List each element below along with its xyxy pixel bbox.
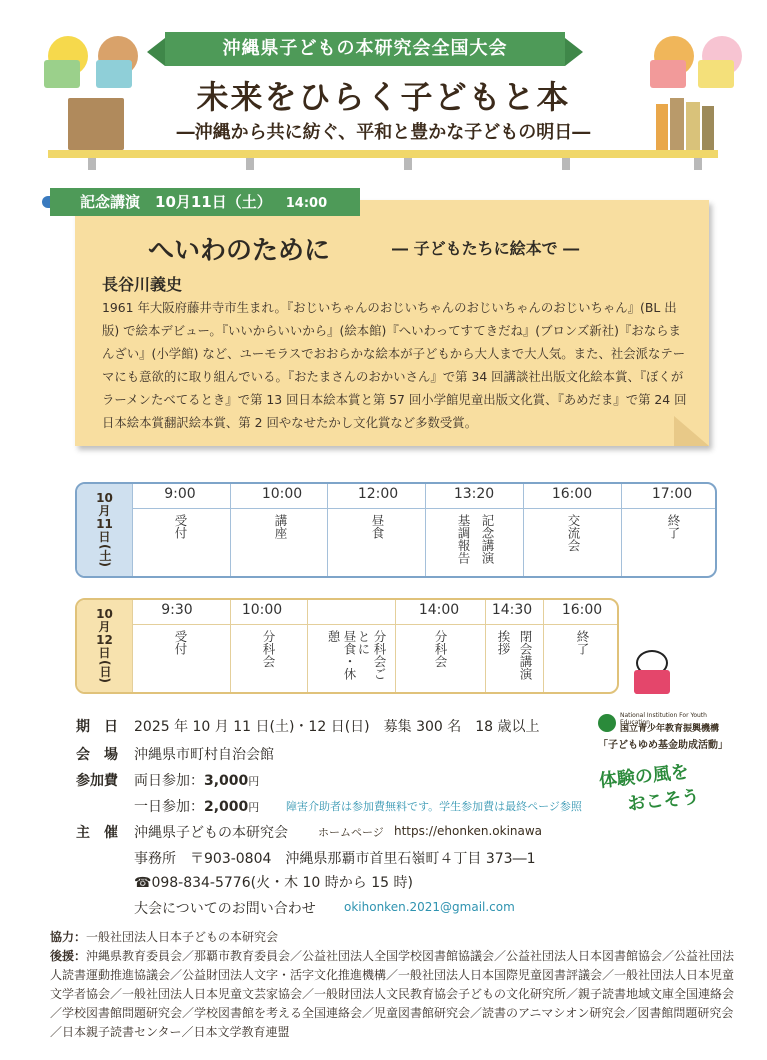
date-day-char: 日 [98, 646, 111, 660]
schedule-cell: 終了 [666, 514, 681, 539]
period-label: 期 日 [76, 719, 118, 735]
lecture-subtitle: ― 子どもたちに絵本で ― [392, 239, 580, 258]
shelf-peg [404, 158, 412, 170]
page-subtitle: ―沖縄から共に紡ぐ、平和と豊かな子どもの明日― [176, 122, 591, 143]
time-label: 16:00 [551, 486, 593, 502]
slogan-line2: おこそう [626, 786, 701, 815]
speaker-name: 長谷川義史 [102, 275, 183, 294]
fee-one-prefix: 一日参加： [134, 799, 204, 815]
date-month-num: 10 [96, 607, 113, 621]
fee-both [134, 770, 259, 790]
schedule-cell: 分科会 [261, 630, 276, 668]
time-label: 10:00 [241, 602, 283, 618]
office-tel: ☎098-834-5776(火・木 10 時から 15 時) [134, 875, 413, 891]
time-label: 14:30 [491, 602, 533, 618]
sponsor-fund: 「子どもゆめ基金助成活動」 [598, 740, 728, 751]
office-address: 事務所 〒903-0804 沖縄県那覇市首里石嶺町４丁目 373―1 [134, 851, 536, 867]
date-month-num: 10 [96, 491, 113, 505]
schedule-cell: 終了 [575, 630, 590, 655]
date-month-char: 月 [98, 504, 111, 518]
schedule-date [77, 484, 132, 576]
schedule-divider [621, 484, 622, 576]
schedule-cell: 閉会講演 [518, 630, 533, 680]
time-label: 16:00 [561, 602, 603, 618]
schedule-day1 [75, 482, 717, 578]
schedule-cell: 昼食・休憩 [326, 630, 357, 680]
schedule-divider [307, 600, 308, 692]
schedule-cell: 昼食 [370, 514, 385, 539]
homepage-link[interactable]: https://ehonken.okinawa [394, 824, 543, 838]
schedule-divider [543, 600, 544, 692]
schedule-cell: 挨拶 [496, 630, 511, 655]
schedule-cell: 分科会ごとに [356, 630, 387, 680]
lecture-date: 記念講演 10月11日（土） [80, 193, 272, 211]
schedule-divider [327, 484, 328, 576]
schedule-divider [132, 600, 133, 692]
slogan-line1: 体験の風を [598, 761, 690, 792]
period-value: 2025 年 10 月 11 日(土)・12 日(日) 募集 300 名 18 歳以上 [134, 719, 540, 735]
fee-both-amount: 3,000 [204, 773, 249, 789]
fee-unit: 円 [248, 801, 260, 814]
lecture-tag [50, 188, 360, 216]
support-value: 沖縄県教育委員会／那覇市教育委員会／公益社団法人全国学校図書館協議会／公益社団法人日本図書館協会／公益社団法人読書運動推進協議会／公益財団法人文字・活字文化推進機構／一般社団法人日本国際児童図書評議会／一般社団法人日本児童文学者協会／一般社団法人日本児童文芸家協会／一般財団法人文民教育協会子どもの文化研究所／親子読書地域文庫全国連絡会／学校図書館問題研究会／学校図書館を考える全国連絡会／児童図書館研究会／読書のアニマシオン研究会／図書館問題研究会／日本親子読書センター／日本文学教育連盟 [50, 949, 735, 1039]
schedule-divider [425, 484, 426, 576]
schedule-cell: 記念講演 [480, 514, 495, 564]
page-title: 未来をひらく子どもと本 [196, 78, 571, 116]
fee-one [134, 796, 259, 816]
schedule-cell: 講座 [273, 514, 288, 539]
date-day-num: 12 [96, 633, 113, 647]
schedule-cell: 交流会 [566, 514, 581, 552]
homepage-label: ホームページ [318, 826, 384, 839]
event-banner: 沖縄県子どもの本研究会全国大会 [165, 32, 565, 66]
venue-label: 会 場 [76, 747, 118, 763]
date-day-char: 日 [98, 530, 111, 544]
time-label: 9:30 [161, 602, 193, 618]
contact-email[interactable]: okihonken.2021@gmail.com [344, 900, 515, 914]
schedule-divider [523, 484, 524, 576]
schedule-divider [485, 600, 486, 692]
footer-credits [50, 928, 740, 1042]
venue-value: 沖縄県市町村自治会館 [134, 747, 274, 763]
date-weekday: (土) [98, 544, 112, 567]
fee-label: 参加費 [76, 773, 118, 789]
support-label: 後援： [50, 949, 87, 963]
time-label: 14:00 [418, 602, 460, 618]
host-value: 沖縄県子どもの本研究会 [134, 825, 288, 841]
schedule-divider [230, 484, 231, 576]
schedule-date [77, 600, 132, 692]
time-label: 17:00 [651, 486, 693, 502]
date-day-num: 11 [96, 517, 113, 531]
time-label: 12:00 [357, 486, 399, 502]
schedule-day2 [75, 598, 619, 694]
sponsor-logo-icon [598, 714, 616, 732]
contact-label: 大会についてのお問い合わせ [134, 901, 316, 917]
slogan [598, 753, 733, 818]
fee-both-prefix: 両日参加： [134, 773, 204, 789]
fee-unit: 円 [248, 775, 260, 788]
schedule-cell: 受付 [173, 514, 188, 539]
fee-note: 障害介助者は参加費無料です。学生参加費は最終ページ参照 [286, 800, 582, 813]
host-label: 主 催 [76, 825, 118, 841]
sponsor-org-jp: 国立青少年教育振興機構 [620, 724, 720, 734]
schedule-divider [132, 484, 133, 576]
schedule-cell: 分科会 [433, 630, 448, 668]
speaker-bio: 1961 年大阪府藤井寺市生まれ。『おじいちゃんのおじいちゃんのおじいちゃんのおじいちゃん』(BL 出版) で絵本デビュー。『いいからいいから』(絵本館)『へいわってすてきだね』(ブロンズ新社)『おならまんざい』(小学館) など、ユーモラスでおおらかな絵本が子どもから大人まで大人気。また、社会派なテーマにも意欲的に取り組んでいる。『おたまさんのおかいさん』で第 34 回講談社出版文化絵本賞、『ぼくがラーメンたべてるとき』で第 13 回日本絵本賞と第 57 回小学館児童出版文化賞、『あめだま』で第 24 回日本絵本賞翻訳絵本賞、第 2 回やなせたかし文化賞など多数受賞。 [102, 300, 687, 430]
lecture-time: 14:00 [285, 196, 328, 211]
cooperation-line [50, 928, 740, 947]
time-label: 13:20 [453, 486, 495, 502]
panda-mascot-icon [630, 650, 674, 694]
fee-one-amount: 2,000 [204, 799, 249, 815]
shelf-peg [562, 158, 570, 170]
schedule-hrule [132, 624, 619, 625]
shelf-peg [246, 158, 254, 170]
schedule-cell: 受付 [173, 630, 188, 655]
date-weekday: (日) [98, 660, 112, 683]
lecture-title: へいわのために [148, 236, 331, 266]
shelf-divider [48, 150, 718, 158]
date-month-char: 月 [98, 620, 111, 634]
coop-value: 一般社団法人日本子どもの本研究会 [86, 930, 279, 944]
schedule-divider [395, 600, 396, 692]
time-label: 10:00 [261, 486, 303, 502]
schedule-cell: 基調報告 [456, 514, 471, 564]
sponsor-org-en: National Institution For Youth Education [620, 712, 707, 726]
time-label: 9:00 [164, 486, 196, 502]
schedule-divider [230, 600, 231, 692]
sponsor-logo [598, 712, 738, 752]
coop-label: 協力： [50, 930, 87, 944]
support-line [50, 947, 740, 1042]
shelf-peg [694, 158, 702, 170]
shelf-peg [88, 158, 96, 170]
